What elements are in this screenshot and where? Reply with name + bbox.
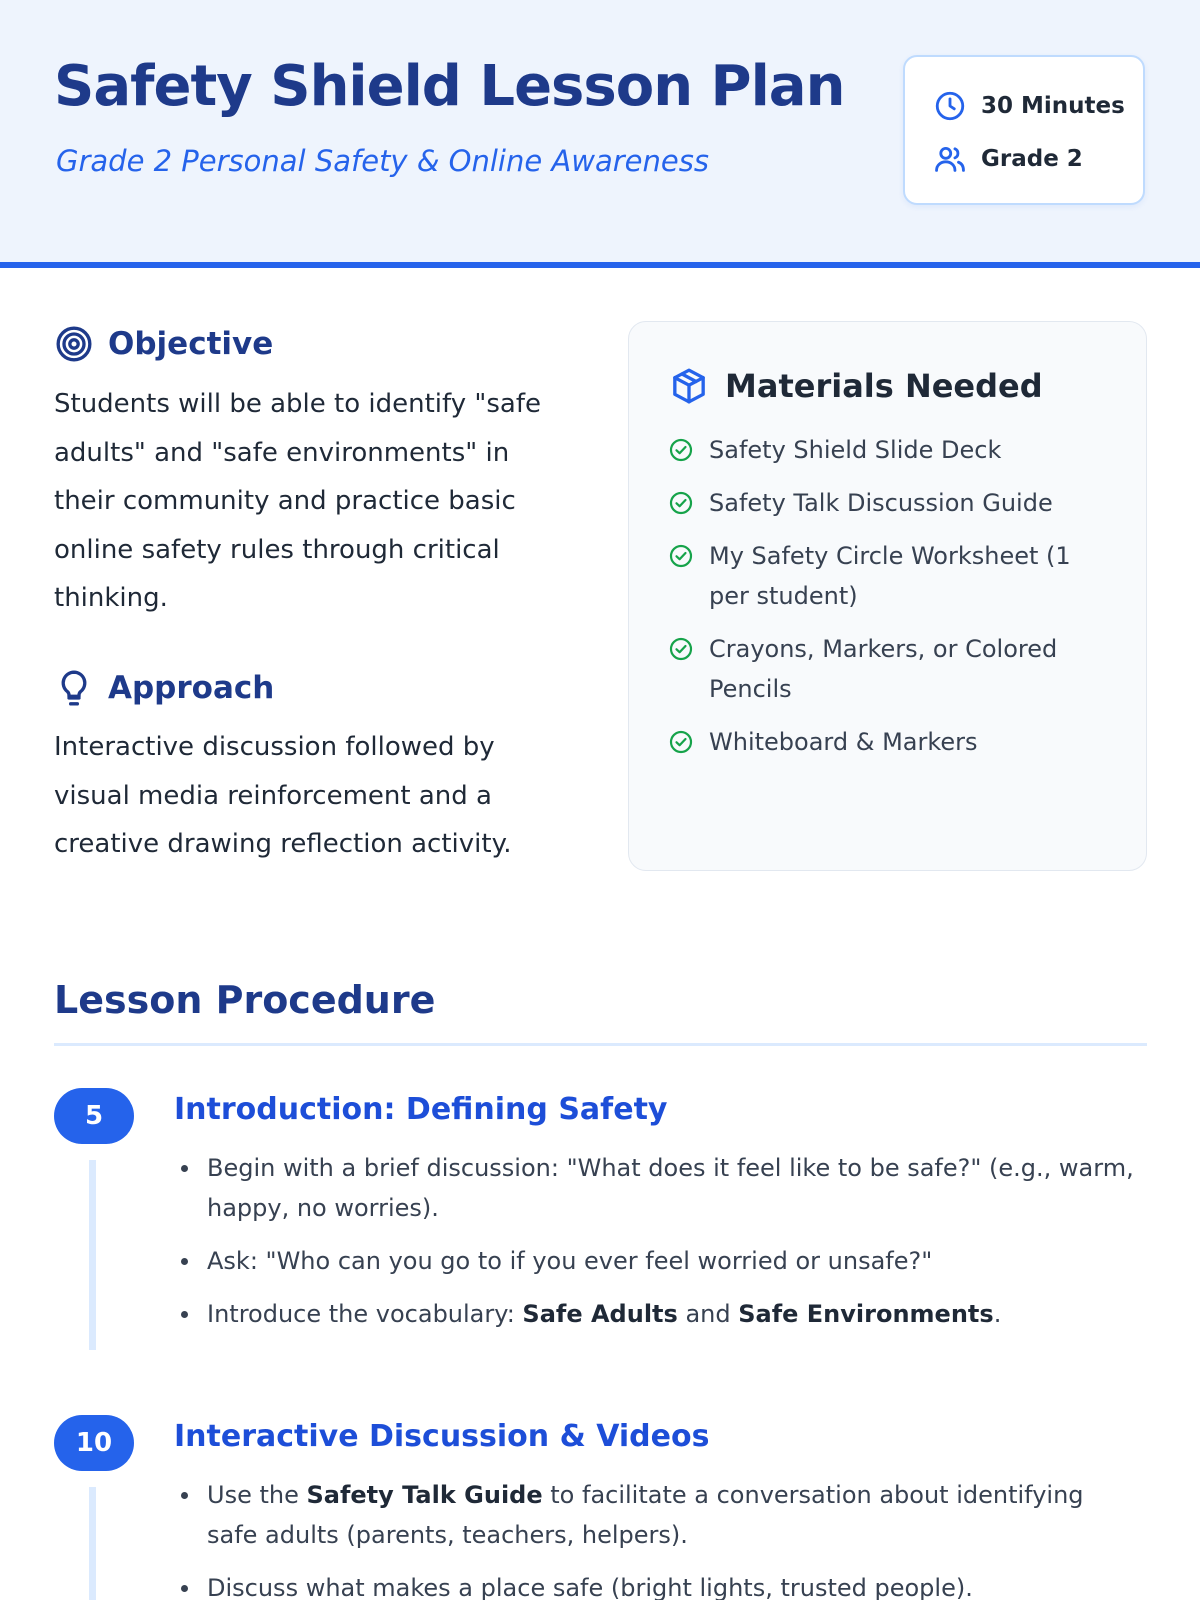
package-icon xyxy=(669,366,709,406)
lesson-meta-card xyxy=(903,55,1145,205)
materials-item xyxy=(669,629,1109,709)
materials-item xyxy=(669,722,1109,762)
materials-heading-row xyxy=(669,366,1043,406)
step-bullet-list xyxy=(174,1475,1134,1600)
step-bullet-list xyxy=(174,1148,1134,1347)
check-circle-icon xyxy=(669,491,693,515)
step-bullet xyxy=(174,1148,1134,1228)
bullet-text: to facilitate a conversation about identifying safe adults (parents, teachers, helpers). xyxy=(207,1481,1084,1549)
step-bullet xyxy=(174,1294,1134,1334)
page-subtitle: Grade 2 Personal Safety & Online Awareness xyxy=(56,144,709,178)
check-circle-icon xyxy=(669,730,693,754)
check-circle-icon xyxy=(669,637,693,661)
bullet-text: . xyxy=(993,1300,1002,1328)
materials-item xyxy=(669,483,1109,523)
page-title: Safety Shield Lesson Plan xyxy=(54,54,845,119)
clock-icon xyxy=(933,89,967,123)
bullet-text: Introduce the vocabulary: xyxy=(207,1300,523,1328)
materials-list xyxy=(669,430,1109,775)
bullet-text: Use the xyxy=(207,1481,307,1509)
materials-item-label: Whiteboard & Markers xyxy=(709,728,978,756)
check-circle-icon xyxy=(669,544,693,568)
grade-row xyxy=(933,142,1083,176)
objective-heading: Objective xyxy=(108,326,274,362)
bullet-emphasis: Safety Talk Guide xyxy=(306,1481,543,1509)
step-minutes-badge: 5 xyxy=(54,1088,134,1144)
approach-text: Interactive discussion followed by visual media reinforcement and a creative drawing reflection activity. xyxy=(54,732,512,859)
step-bullet xyxy=(174,1241,1134,1281)
materials-heading: Materials Needed xyxy=(725,367,1043,405)
objective-text: Students will be able to identify "safe adults" and "safe environments" in their community and practice basic online safety rules through critical thinking. xyxy=(54,389,541,613)
materials-item-label: My Safety Circle Worksheet (1 per student) xyxy=(709,542,1071,610)
step-title: Introduction: Defining Safety xyxy=(174,1092,668,1127)
step-bullet xyxy=(174,1475,1134,1555)
bullet-text: Begin with a brief discussion: "What does it feel like to be safe?" (e.g., warm, happy, no worries). xyxy=(207,1154,1134,1222)
procedure-heading: Lesson Procedure xyxy=(54,978,436,1022)
materials-item-label: Safety Shield Slide Deck xyxy=(709,436,1002,464)
materials-item-label: Safety Talk Discussion Guide xyxy=(709,489,1053,517)
bullet-text: Discuss what makes a place safe (bright lights, trusted people). xyxy=(207,1574,973,1600)
approach-heading: Approach xyxy=(108,670,275,706)
grade-label: Grade 2 xyxy=(981,146,1083,172)
step-bullet xyxy=(174,1568,1134,1600)
bullet-emphasis: Safe Adults xyxy=(522,1300,678,1328)
materials-card xyxy=(628,321,1147,871)
check-circle-icon xyxy=(669,438,693,462)
step-minutes-badge: 10 xyxy=(54,1415,134,1471)
lightbulb-icon xyxy=(54,668,94,708)
step-title: Interactive Discussion & Videos xyxy=(174,1419,710,1454)
procedure-divider xyxy=(54,1043,1147,1046)
step-timeline-line xyxy=(89,1487,96,1600)
users-icon xyxy=(933,142,967,176)
duration-label: 30 Minutes xyxy=(981,93,1125,119)
step-timeline-line xyxy=(89,1160,96,1350)
bullet-text: and xyxy=(677,1300,739,1328)
materials-item xyxy=(669,430,1109,470)
target-icon xyxy=(54,324,94,364)
lesson-header xyxy=(0,0,1200,268)
materials-item xyxy=(669,536,1109,616)
materials-item-label: Crayons, Markers, or Colored Pencils xyxy=(709,635,1058,703)
objective-heading-row xyxy=(54,324,273,364)
duration-row xyxy=(933,89,1125,123)
bullet-emphasis: Safe Environments xyxy=(738,1300,994,1328)
bullet-text: Ask: "Who can you go to if you ever feel worried or unsafe?" xyxy=(207,1247,933,1275)
approach-heading-row xyxy=(54,668,274,708)
